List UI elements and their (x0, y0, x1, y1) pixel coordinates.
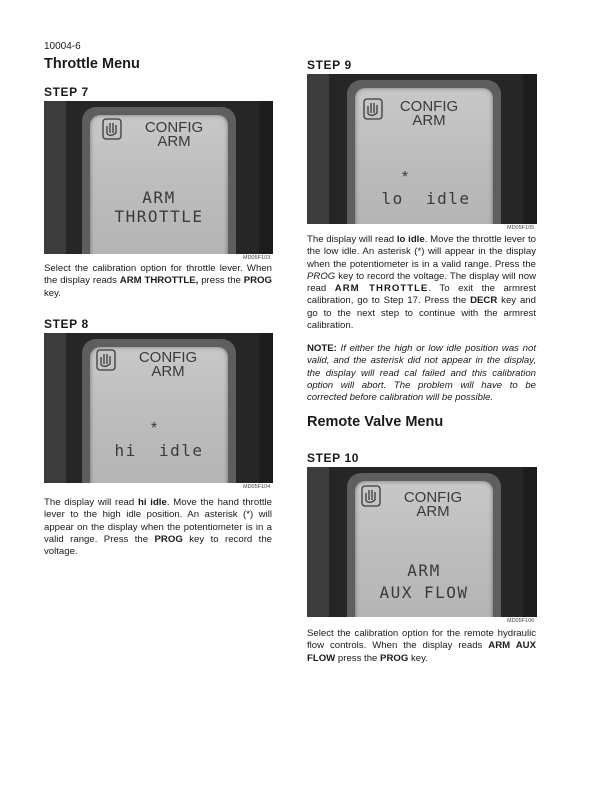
throttle-menu-heading: Throttle Menu (44, 56, 140, 72)
step-10-label: STEP 10 (307, 451, 360, 465)
step-7-text: Select the calibration option for throttle lever. When the display reads ARM THROTTLE, press the PROG key. (44, 263, 272, 299)
display-arm-text: ARM (151, 363, 185, 380)
display-config-text: CONFIG (144, 119, 204, 136)
display-value: hi idle (114, 441, 204, 460)
display-line-3: ARM (407, 561, 441, 580)
figure-id: MD05F105 (507, 225, 535, 231)
display-arm-text: ARM (416, 503, 450, 520)
step-8-label: STEP 8 (44, 317, 89, 331)
display-line-4: THROTTLE (114, 207, 204, 226)
display-asterisk: * (401, 169, 409, 186)
step-8-display-photo (44, 333, 273, 483)
step-7-display-photo (44, 101, 273, 254)
page-number: 10004-6 (44, 41, 81, 52)
step-9-text: The display will read lo idle. Move the throttle lever to the low idle. An asterisk (*) will appear in the display when the potentiometer is in a valid range. Press the PROG key to record the voltage. The display will now read ARM THROTTLE. To exit the armrest calibration, go to Step 17. Press the DECR key and go to the next step to continue with the armrest calibration. (307, 234, 536, 332)
display-asterisk: * (150, 420, 158, 437)
hand-icon (363, 98, 383, 120)
figure-id: MD05F104 (243, 484, 271, 490)
remote-valve-menu-heading: Remote Valve Menu (307, 414, 444, 430)
figure-id: MD05F106 (507, 618, 535, 624)
hand-icon (96, 349, 116, 371)
display-arm-text: ARM (157, 133, 191, 150)
step-9-note: NOTE: If either the high or low idle position was not valid, and the asterisk did not appear in the display, the display will read cal failed and this calibration option will abort. The problem will have to be corrected before calibration will be possible. (307, 343, 536, 404)
display-line-4: AUX FLOW (379, 583, 469, 602)
display-line-3: ARM (142, 188, 176, 207)
step-8-text: The display will read hi idle. Move the hand throttle lever to the high idle position. An asterisk (*) will appear on the display when the potentiometer is in a valid range. Press the PROG key to record the voltage. (44, 497, 273, 558)
figure-id: MD05F103 (243, 255, 271, 261)
step-10-display-photo (307, 467, 537, 617)
display-config-text: CONFIG (399, 98, 459, 115)
step-9-display-photo (307, 74, 537, 224)
step-10-text: Select the calibration option for the remote hydraulic flow controls. When the display reads ARM AUX FLOW press the PROG key. (307, 628, 536, 664)
hand-icon (361, 485, 381, 507)
display-arm-text: ARM (412, 112, 446, 129)
display-config-text: CONFIG (403, 489, 463, 506)
step-7-label: STEP 7 (44, 85, 89, 99)
display-config-text: CONFIG (138, 349, 198, 366)
hand-icon (102, 118, 122, 140)
step-9-label: STEP 9 (307, 58, 352, 72)
display-value: lo idle (381, 189, 471, 208)
